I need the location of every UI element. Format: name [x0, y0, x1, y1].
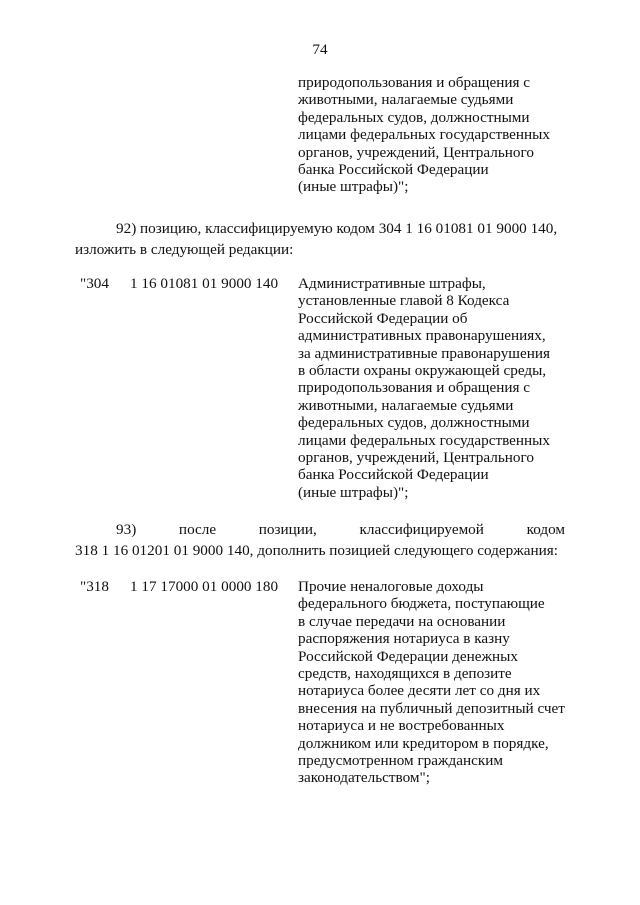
text-line: предусмотренном гражданским — [298, 751, 503, 769]
continuation-description — [298, 74, 598, 196]
text-line: должником или кредитором в порядке, — [298, 734, 549, 752]
amendment-paragraph-92 — [75, 218, 565, 260]
text-line: внесения на публичный депозитный счет — [298, 699, 565, 717]
paragraph-line: 92) позицию, классифицируемую кодом 304 1 16 01081 01 9000 140, — [116, 220, 558, 237]
text-line: лицами федеральных государственных — [298, 126, 550, 144]
text-line: органов, учреждений, Центрального — [298, 143, 534, 161]
text-line: природопользования и обращения с — [298, 379, 530, 397]
paragraph-line: 93) после позиции, классифицируемой кодом — [116, 521, 565, 538]
paragraph-line: изложить в следующей редакции: — [75, 241, 294, 258]
text-line: природопользования и обращения с — [298, 74, 530, 91]
text-line: Административные штрафы, — [298, 275, 486, 292]
text-line: органов, учреждений, Центрального — [298, 448, 534, 466]
text-line: Российской Федерации денежных — [298, 647, 518, 665]
text-line: животными, налагаемые судьями — [298, 91, 514, 109]
admin-code: "304 — [80, 275, 109, 292]
text-line: банка Российской Федерации — [298, 466, 489, 484]
text-line: распоряжения нотариуса в казну — [298, 630, 510, 648]
text-line: административных правонарушениях, — [298, 327, 546, 345]
text-line: федеральных судов, должностными — [298, 108, 530, 126]
text-line: федеральных судов, должностными — [298, 414, 530, 432]
entry-description — [298, 578, 598, 787]
page-number: 74 — [312, 41, 328, 58]
text-line: средств, находящихся в депозите — [298, 664, 512, 682]
text-line: (иные штрафы)"; — [298, 178, 409, 196]
text-line: нотариуса и не востребованных — [298, 717, 505, 735]
admin-code: "318 — [80, 578, 109, 595]
entry-description — [298, 275, 598, 501]
amendment-paragraph-93 — [75, 519, 565, 561]
text-line: (иные штрафы)"; — [298, 483, 409, 501]
kbk-code: 1 17 17000 01 0000 180 — [130, 578, 279, 595]
text-line: в случае передачи на основании — [298, 612, 506, 630]
paragraph-line: 318 1 16 01201 01 9000 140, дополнить позицией следующего содержания: — [75, 542, 558, 559]
text-line: лицами федеральных государственных — [298, 431, 550, 449]
text-line: нотариуса более десяти лет со дня их — [298, 682, 541, 700]
text-line: Российской Федерации об — [298, 309, 468, 327]
text-line: банка Российской Федерации — [298, 160, 489, 178]
text-line: Прочие неналоговые доходы — [298, 578, 484, 595]
text-line: в области охраны окружающей среды, — [298, 361, 547, 379]
text-line: установленные главой 8 Кодекса — [298, 292, 510, 310]
text-line: федерального бюджета, поступающие — [298, 595, 545, 613]
text-line: животными, налагаемые судьями — [298, 396, 514, 414]
text-line: за административные правонарушения — [298, 344, 550, 362]
text-line: законодательством"; — [298, 769, 430, 787]
kbk-code: 1 16 01081 01 9000 140 — [130, 275, 279, 292]
